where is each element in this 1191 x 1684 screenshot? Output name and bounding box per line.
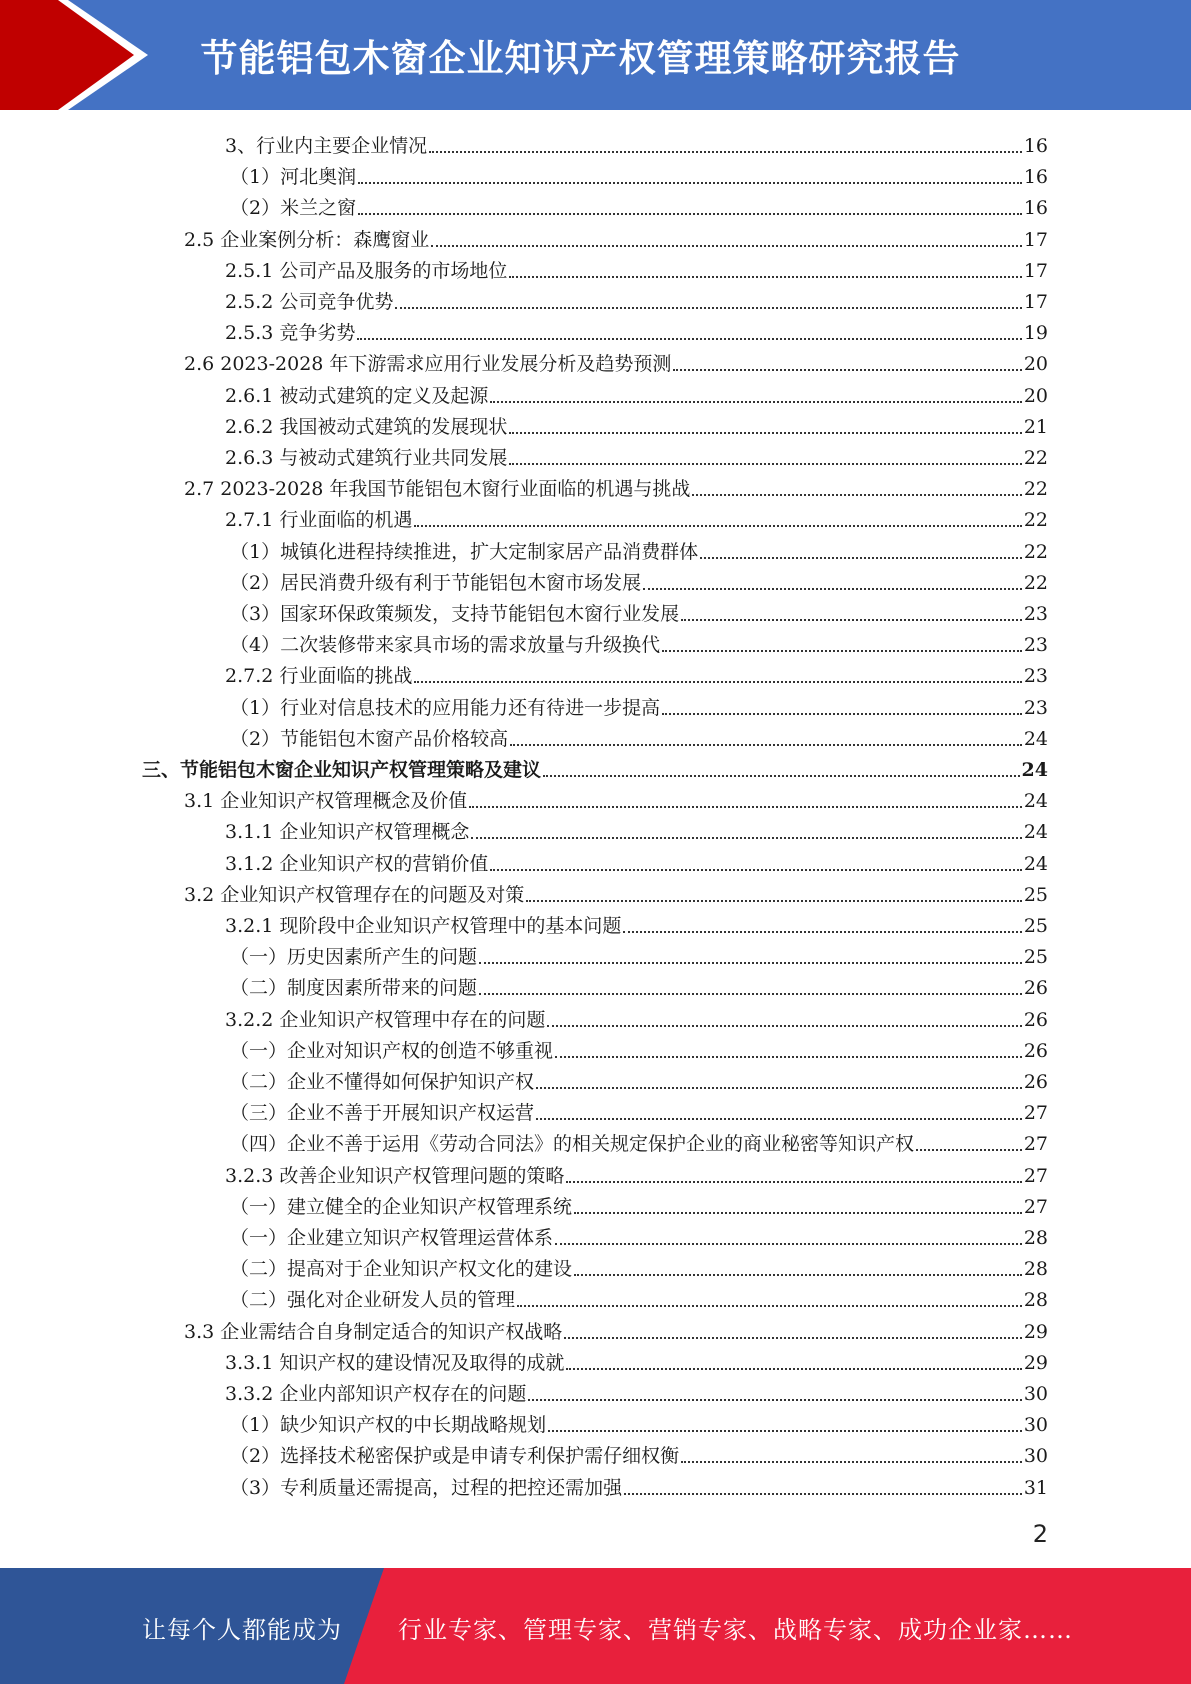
toc-entry-page: 28	[1023, 1227, 1048, 1249]
toc-entry[interactable]	[225, 907, 1048, 938]
toc-entry-title: 3.2.2 企业知识产权管理中存在的问题	[225, 1008, 546, 1031]
toc-dot-leader	[357, 338, 1021, 340]
footer-slogan-left: 让每个人都能成为	[142, 1616, 342, 1644]
toc-entry-page: 20	[1023, 384, 1048, 407]
toc-entry[interactable]	[230, 1437, 1048, 1468]
toc-dot-leader	[526, 900, 1022, 902]
toc-dot-leader	[574, 1212, 1022, 1214]
toc-entry-title: （二）制度因素所带来的问题	[230, 977, 478, 1000]
toc-dot-leader	[643, 588, 1022, 590]
toc-entry[interactable]	[184, 221, 1048, 252]
toc-entry[interactable]	[230, 158, 1048, 189]
toc-entry[interactable]	[225, 657, 1048, 688]
toc-entry[interactable]	[225, 813, 1048, 844]
toc-dot-leader	[692, 494, 1021, 496]
toc-dot-leader	[509, 276, 1021, 278]
toc-entry[interactable]	[230, 1125, 1048, 1156]
toc-entry-title: （三）企业不善于开展知识产权运营	[230, 1102, 535, 1125]
toc-entry-title: 2.5 企业案例分析：森鹰窗业	[184, 228, 430, 251]
toc-entry-title: （二）提高对于企业知识产权文化的建设	[230, 1258, 573, 1281]
toc-entry-title: 3.1.2 企业知识产权的营销价值	[225, 852, 489, 875]
toc-dot-leader	[916, 1149, 1022, 1151]
toc-entry-page: 26	[1023, 1039, 1048, 1062]
toc-dot-leader	[414, 525, 1021, 527]
toc-dot-leader	[536, 1087, 1022, 1089]
report-title: 节能铝包木窗企业知识产权管理策略研究报告	[200, 37, 961, 80]
toc-entry[interactable]	[230, 1094, 1048, 1125]
toc-entry-title: 2.5.3 竞争劣势	[225, 322, 356, 345]
toc-entry-title: 三、节能铝包木窗企业知识产权管理策略及建议	[142, 759, 542, 781]
toc-entry-page: 16	[1023, 166, 1048, 189]
toc-entry-title: 3.1.1 企业知识产权管理概念	[225, 821, 470, 844]
toc-entry-title: 3.3.2 企业内部知识产权存在的问题	[225, 1383, 527, 1405]
toc-dot-leader	[574, 1274, 1022, 1276]
toc-entry-title: （一）企业建立知识产权管理运营体系	[230, 1227, 554, 1249]
toc-entry-page: 26	[1023, 1008, 1048, 1031]
toc-entry-title: （3）国家环保政策频发，支持节能铝包木窗行业发展	[230, 603, 680, 625]
toc-entry[interactable]	[230, 564, 1048, 595]
toc-entry[interactable]	[184, 1313, 1048, 1344]
toc-dot-leader	[543, 775, 1020, 777]
toc-entry[interactable]	[230, 938, 1048, 969]
toc-dot-leader	[517, 1305, 1022, 1307]
toc-entry[interactable]	[184, 345, 1048, 376]
toc-entry-page: 19	[1023, 322, 1048, 345]
toc-entry[interactable]	[184, 782, 1048, 813]
toc-entry[interactable]	[225, 377, 1048, 408]
toc-entry-page: 20	[1023, 353, 1048, 376]
toc-dot-leader	[536, 1118, 1022, 1120]
toc-entry[interactable]	[230, 1250, 1048, 1281]
toc-entry-title: 2.7 2023-2028 年我国节能铝包木窗行业面临的机遇与挑战	[184, 478, 691, 501]
toc-dot-leader	[623, 931, 1021, 933]
toc-entry-title: 3、行业内主要企业情况	[225, 135, 428, 157]
toc-entry[interactable]	[225, 283, 1048, 314]
toc-dot-leader	[431, 245, 1022, 247]
toc-entry[interactable]	[225, 1001, 1048, 1032]
toc-entry-page: 24	[1023, 821, 1048, 844]
toc-entry-title: 2.5.1 公司产品及服务的市场地位	[225, 259, 508, 282]
toc-entry-title: （一）企业对知识产权的创造不够重视	[230, 1039, 554, 1062]
footer-slogan-right: 行业专家、管理专家、营销专家、战略专家、成功企业家……	[398, 1616, 1073, 1644]
toc-entry-title: 3.2.3 改善企业知识产权管理问题的策略	[225, 1164, 565, 1187]
toc-dot-leader	[490, 869, 1021, 871]
toc-entry-page: 29	[1023, 1320, 1048, 1343]
toc-entry-page: 26	[1023, 977, 1048, 1000]
toc-entry[interactable]	[230, 1406, 1048, 1437]
toc-entry-page: 23	[1023, 665, 1048, 688]
toc-dot-leader	[564, 1337, 1022, 1339]
toc-entry-page: 22	[1023, 447, 1048, 469]
toc-dot-leader	[469, 806, 1022, 808]
toc-dot-leader	[547, 1025, 1021, 1027]
toc-entry[interactable]	[225, 501, 1048, 532]
toc-entry[interactable]	[230, 189, 1048, 220]
toc-entry[interactable]	[230, 1032, 1048, 1063]
toc-entry-page: 24	[1021, 759, 1048, 781]
toc-entry-title: （一）建立健全的企业知识产权管理系统	[230, 1195, 573, 1218]
toc-entry-title: 2.6.1 被动式建筑的定义及起源	[225, 384, 489, 407]
toc-entry-title: （1）河北奥润	[230, 166, 357, 189]
toc-dot-leader	[429, 151, 1022, 153]
toc-entry-title: 2.6 2023-2028 年下游需求应用行业发展分析及趋势预测	[184, 353, 672, 376]
toc-dot-leader	[662, 650, 1022, 652]
toc-entry-page: 27	[1023, 1195, 1048, 1218]
toc-entry-page: 28	[1023, 1258, 1048, 1281]
toc-entry-page: 23	[1023, 603, 1048, 625]
toc-entry-page: 25	[1023, 883, 1048, 906]
toc-entry-page: 25	[1023, 915, 1048, 937]
toc-entry-page: 17	[1023, 228, 1048, 251]
toc-entry[interactable]	[142, 751, 1048, 782]
toc-dot-leader	[395, 307, 1021, 309]
toc-entry-title: （二）强化对企业研发人员的管理	[230, 1289, 516, 1312]
toc-entry[interactable]	[230, 595, 1048, 626]
toc-entry[interactable]	[230, 689, 1048, 720]
toc-dot-leader	[681, 619, 1022, 621]
toc-entry[interactable]	[230, 1281, 1048, 1312]
toc-dot-leader	[673, 369, 1021, 371]
toc-dot-leader	[509, 432, 1021, 434]
toc-entry[interactable]	[225, 1375, 1048, 1406]
toc-entry[interactable]	[225, 252, 1048, 283]
toc-entry-page: 31	[1023, 1476, 1048, 1499]
toc-dot-leader	[358, 213, 1022, 215]
toc-entry-title: （4）二次装修带来家具市场的需求放量与升级换代	[230, 634, 661, 657]
toc-entry-title: （3）专利质量还需提高，过程的把控还需加强	[230, 1476, 623, 1499]
toc-entry[interactable]	[230, 969, 1048, 1000]
page-number: 2	[1032, 1520, 1048, 1548]
toc-entry[interactable]	[225, 127, 1048, 158]
toc-entry-page: 22	[1023, 478, 1048, 501]
toc-entry-page: 30	[1023, 1414, 1048, 1437]
toc-entry-title: （2）节能铝包木窗产品价格较高	[230, 727, 509, 750]
toc-entry-page: 26	[1023, 1071, 1048, 1093]
toc-entry[interactable]	[230, 1219, 1048, 1250]
toc-entry-page: 29	[1023, 1351, 1048, 1374]
toc-entry-page: 27	[1023, 1164, 1048, 1187]
toc-entry-page: 24	[1023, 852, 1048, 875]
toc-entry-title: （1）缺少知识产权的中长期战略规划	[230, 1414, 547, 1437]
toc-entry-page: 27	[1023, 1102, 1048, 1125]
toc-dot-leader	[528, 1399, 1021, 1401]
toc-entry-title: 2.6.2 我国被动式建筑的发展现状	[225, 415, 508, 438]
toc-dot-leader	[681, 1461, 1022, 1463]
toc-entry-title: （1）行业对信息技术的应用能力还有待进一步提高	[230, 696, 661, 719]
toc-dot-leader	[471, 837, 1021, 839]
toc-entry-title: （2）居民消费升级有利于节能铝包木窗市场发展	[230, 571, 642, 594]
toc-dot-leader	[509, 463, 1021, 465]
toc-entry-page: 25	[1023, 946, 1048, 969]
toc-dot-leader	[548, 1430, 1022, 1432]
toc-entry-title: 2.7.2 行业面临的挑战	[225, 665, 413, 688]
toc-dot-leader	[510, 744, 1022, 746]
toc-entry-page: 16	[1023, 135, 1048, 157]
toc-entry-title: （1）城镇化进程持续推进，扩大定制家居产品消费群体	[230, 540, 699, 563]
toc-entry-page: 23	[1023, 696, 1048, 719]
toc-entry-title: 2.7.1 行业面临的机遇	[225, 509, 413, 532]
page-footer	[0, 1568, 1191, 1684]
toc-entry[interactable]	[225, 439, 1048, 470]
toc-entry[interactable]	[230, 626, 1048, 657]
toc-entry-page: 17	[1023, 259, 1048, 282]
toc-entry-title: （一）历史因素所产生的问题	[230, 946, 478, 969]
toc-dot-leader	[555, 1056, 1022, 1058]
toc-entry-title: （2）米兰之窗	[230, 197, 357, 220]
toc-dot-leader	[358, 182, 1022, 184]
toc-dot-leader	[624, 1493, 1022, 1495]
toc-entry-page: 24	[1023, 727, 1048, 750]
toc-entry-page: 27	[1023, 1133, 1048, 1156]
toc-entry-title: 2.5.2 公司竞争优势	[225, 291, 394, 313]
toc-entry-page: 30	[1023, 1383, 1048, 1405]
toc-dot-leader	[566, 1368, 1021, 1370]
toc-entry-page: 16	[1023, 197, 1048, 220]
toc-entry[interactable]	[225, 1157, 1048, 1188]
toc-entry-title: 3.1 企业知识产权管理概念及价值	[184, 790, 468, 813]
toc-entry-title: 3.3.1 知识产权的建设情况及取得的成就	[225, 1351, 565, 1374]
toc-entry-title: （2）选择技术秘密保护或是申请专利保护需仔细权衡	[230, 1445, 680, 1468]
toc-entry-page: 23	[1023, 634, 1048, 657]
toc-entry-title: 3.3 企业需结合自身制定适合的知识产权战略	[184, 1320, 563, 1343]
toc-entry-page: 22	[1023, 540, 1048, 563]
toc-entry[interactable]	[230, 1469, 1048, 1500]
toc-dot-leader	[566, 1181, 1021, 1183]
toc-entry[interactable]	[230, 720, 1048, 751]
toc-entry[interactable]	[225, 845, 1048, 876]
toc-dot-leader	[479, 993, 1022, 995]
toc-entry[interactable]	[184, 470, 1048, 501]
toc-dot-leader	[700, 557, 1022, 559]
toc-entry[interactable]	[230, 1188, 1048, 1219]
toc-entry-title: 3.2.1 现阶段中企业知识产权管理中的基本问题	[225, 915, 622, 937]
toc-entry[interactable]	[230, 1063, 1048, 1094]
toc-entry-page: 24	[1023, 790, 1048, 813]
toc-entry-page: 21	[1023, 415, 1048, 438]
toc-entry-page: 17	[1023, 291, 1048, 313]
toc-dot-leader	[662, 713, 1022, 715]
toc-entry[interactable]	[225, 408, 1048, 439]
toc-dot-leader	[490, 401, 1021, 403]
toc-entry-page: 30	[1023, 1445, 1048, 1468]
toc-entry[interactable]	[230, 533, 1048, 564]
toc-entry[interactable]	[225, 1344, 1048, 1375]
toc-entry-title: 3.2 企业知识产权管理存在的问题及对策	[184, 883, 525, 906]
toc-entry-page: 28	[1023, 1289, 1048, 1312]
toc-entry-title: 2.6.3 与被动式建筑行业共同发展	[225, 447, 508, 469]
toc-entry-page: 22	[1023, 509, 1048, 532]
toc-entry[interactable]	[225, 314, 1048, 345]
report-header	[0, 0, 1191, 110]
toc-entry[interactable]	[184, 876, 1048, 907]
toc-dot-leader	[414, 681, 1021, 683]
toc-entry-title: （二）企业不懂得如何保护知识产权	[230, 1071, 535, 1093]
toc-entry-page: 22	[1023, 571, 1048, 594]
toc-dot-leader	[555, 1243, 1022, 1245]
toc-entry-title: （四）企业不善于运用《劳动合同法》的相关规定保护企业的商业秘密等知识产权	[230, 1133, 915, 1156]
toc-dot-leader	[479, 962, 1022, 964]
